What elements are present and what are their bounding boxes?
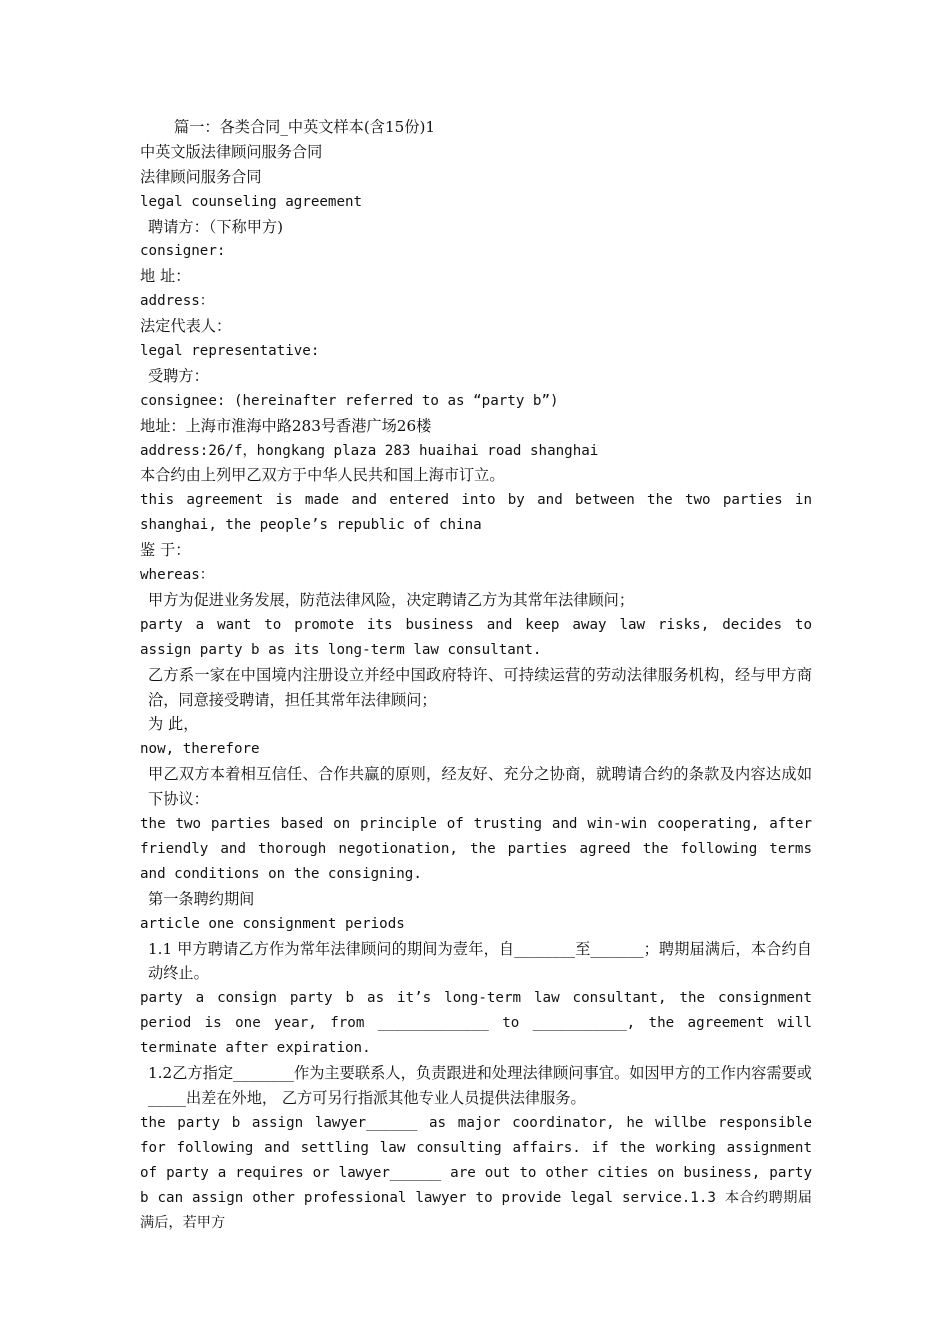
address1-en: address：	[140, 293, 214, 310]
therefore-zh: 为 此，	[148, 715, 199, 734]
legal-rep-zh: 法定代表人：	[140, 317, 232, 336]
partyb-zh: 乙方系一家在中国境内注册设立并经中国政府特许、可持续运营的劳动法律服务机构，经与甲方商洽，同意接受聘请，担任其常年法律顾问；	[148, 665, 812, 709]
address2-zh: 地址：上海市淮海中路283号香港广场26楼	[140, 416, 432, 435]
document-body	[140, 115, 812, 1235]
subtitle-zh: 法律顾问服务合同	[140, 167, 262, 186]
clause-1-2-zh: 1.2乙方指定________作为主要联系人，负责跟进和处理法律顾问事宜。如因甲方的工作内容需要或_____出差在外地， 乙方可另行指派其他专业人员提供法律服务。	[148, 1064, 812, 1107]
made-en: this agreement is made and entered into by and between the two parties in shanghai, the people’s republic of china	[140, 492, 812, 534]
agree-en: the two parties based on principle of trusting and win-win cooperating, after friendly and thorough negotionation, the parties agreed the following terms and conditions on the consigning.	[140, 816, 812, 882]
therefore-en: now, therefore	[140, 741, 260, 758]
title-zh: 中英文版法律顾问服务合同	[140, 142, 323, 161]
article1-zh: 第一条聘约期间	[148, 889, 255, 908]
whereas-en: whereas：	[140, 567, 214, 584]
clause-1-2-en: the party b assign lawyer______ as major coordinator, he willbe responsible for following and settling law consulting affairs. if the working assignment of party a requires or lawyer______ are out to other cities on business, party b can assign other professional lawyer to provide legal service.1.3 本合约聘期届满后，若甲方	[140, 1114, 812, 1231]
consigner-zh: 聘请方：（下称甲方)	[148, 217, 284, 236]
legal-rep-en: legal representative:	[140, 343, 320, 360]
doc-heading: 篇一：各类合同_中英文样本(含15份)1	[174, 118, 436, 136]
partya-en: party a want to promote its business and keep away law risks, decides to assign party b as its long-term law consultant.	[140, 616, 812, 658]
made-zh: 本合约由上列甲乙双方于中华人民共和国上海市订立。	[140, 466, 505, 485]
consigner-en: consigner:	[140, 243, 226, 260]
subtitle-en: legal counseling agreement	[140, 193, 363, 210]
whereas-zh: 鉴 于：	[140, 541, 191, 560]
clause-1-1-zh: 1.1 甲方聘请乙方作为常年法律顾问的期间为壹年，自________至_______；聘期届满后，本合约自动终止。	[148, 939, 812, 983]
agree-zh: 甲乙双方本着相互信任、合作共赢的原则，经友好、充分之协商，就聘请合约的条款及内容达成如下协议：	[148, 765, 812, 809]
clause-1-1-en: party a consign party b as it’s long-term law consultant, the consignment period is one year, from _____________ to ___________, the agreement will terminate after expiration.	[140, 990, 812, 1057]
address2-en: address:26/f，hongkang plaza 283 huaihai road shanghai	[140, 442, 599, 459]
address1-zh: 地 址：	[140, 267, 191, 286]
article1-en: article one consignment periods	[140, 915, 405, 932]
consignee-en: consignee: (hereinafter referred to as “party b”)	[140, 392, 559, 409]
consignee-zh: 受聘方：	[148, 366, 209, 385]
partya-zh: 甲方为促进业务发展，防范法律风险，决定聘请乙方为其常年法律顾问；	[148, 590, 634, 609]
